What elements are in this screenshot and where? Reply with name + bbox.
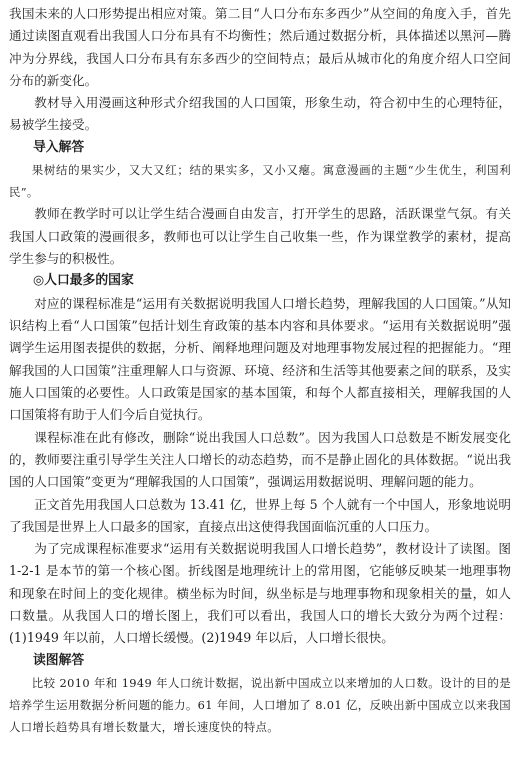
paragraph-intro-answer: 果树结的果实少，又大又红；结的果实多，又小又瘪。寓意漫画的主题“少生优生，利国利民”。 [9,163,511,200]
paragraph-chart-reading: 为了完成课程标准要求“运用有关数据说明我国人口增长趋势”，教材设计了读图。图 1-2-1 是本节的第一个核心图。折线图是地理统计上的常用图，它能够反映某一地理事物和现象在时间上的变化规律。横坐标为时间，纵坐标是与地理事物和现象相关的量，如人口数量。从我国人口的增长图上，我们可以看出，我国人口的增长大致分为两个过程：(1)1949 年以前，人口增长缓慢。(2)1949 年以后，人口增长很快。 [9,541,511,646]
paragraph-intro-end: 我国未来的人口形势提出相应对策。第二目“人口分布东多西少”从空间的角度入手，首先通过读图直观看出我国人口分布具有不均衡性；然后通过数据分析，具体描述以黑河—腾冲为分界线，我国人口分布具有东多西少的空间特点；最后从城市化的角度介绍人口空间分布的新变化。 [9,6,511,88]
paragraph-chart-answer: 比较 2010 年和 1949 年人口统计数据，说出新中国成立以来增加的人口数。设计的目的是培养学生运用数据分析问题的能力。61 年间，人口增加了 8.01 亿，反映出新中国成立以来我国人口增长趋势具有增长数量大，增长速度快的特点。 [9,676,511,735]
paragraph-curriculum-standard: 对应的课程标准是“运用有关数据说明我国人口增长趋势，理解我国的人口国策。”从知识结构上看“人口国策”包括计划生育政策的基本内容和具体要求。“运用有关数据说明”强调学生运用图表提供的数据，分析、阐释地理问题及对地理事物发展过程的把握能力。“理解我国的人口国策”注重理解人口与资源、环境、经济和生活等其他要素之间的联系，及实施人口国策的必要性。人口政策是国家的基本国策，和每个人都直接相关，理解我国的人口国策将有助于人们今后自觉执行。 [9,295,511,423]
section-heading-most-populous: ◎人口最多的国家 [33,273,134,289]
section-heading-chart-answer: 读图解答 [33,652,85,668]
section-heading-intro-answer: 导入解答 [33,139,85,155]
paragraph-teaching-note: 教材导入用漫画这种形式介绍我国的人口国策，形象生动，符合初中生的心理特征，易被学生接受。 [9,95,511,133]
paragraph-standard-revision: 课程标准在此有修改，删除“说出我国人口总数”。因为我国人口总数是不断发展变化的，教师要注重引导学生关注人口增长的动态趋势，而不是静止固化的具体数据。“说出我国的人口国策”变更为“理解我国的人口国策”，强调运用数据说明、理解问题的能力。 [9,429,511,490]
paragraph-teacher-guidance: 教师在教学时可以让学生结合漫画自由发言，打开学生的思路，活跃课堂气氛。有关我国人口政策的漫画很多，教师也可以让学生自己收集一些，作为课堂教学的素材，提高学生参与的积极性。 [9,206,511,266]
paragraph-population-figure: 正文首先用我国人口总数为 13.41 亿，世界上每 5 个人就有一个中国人，形象地说明了我国是世界上人口最多的国家，直接点出这使得我国面临沉重的人口压力。 [9,496,511,534]
